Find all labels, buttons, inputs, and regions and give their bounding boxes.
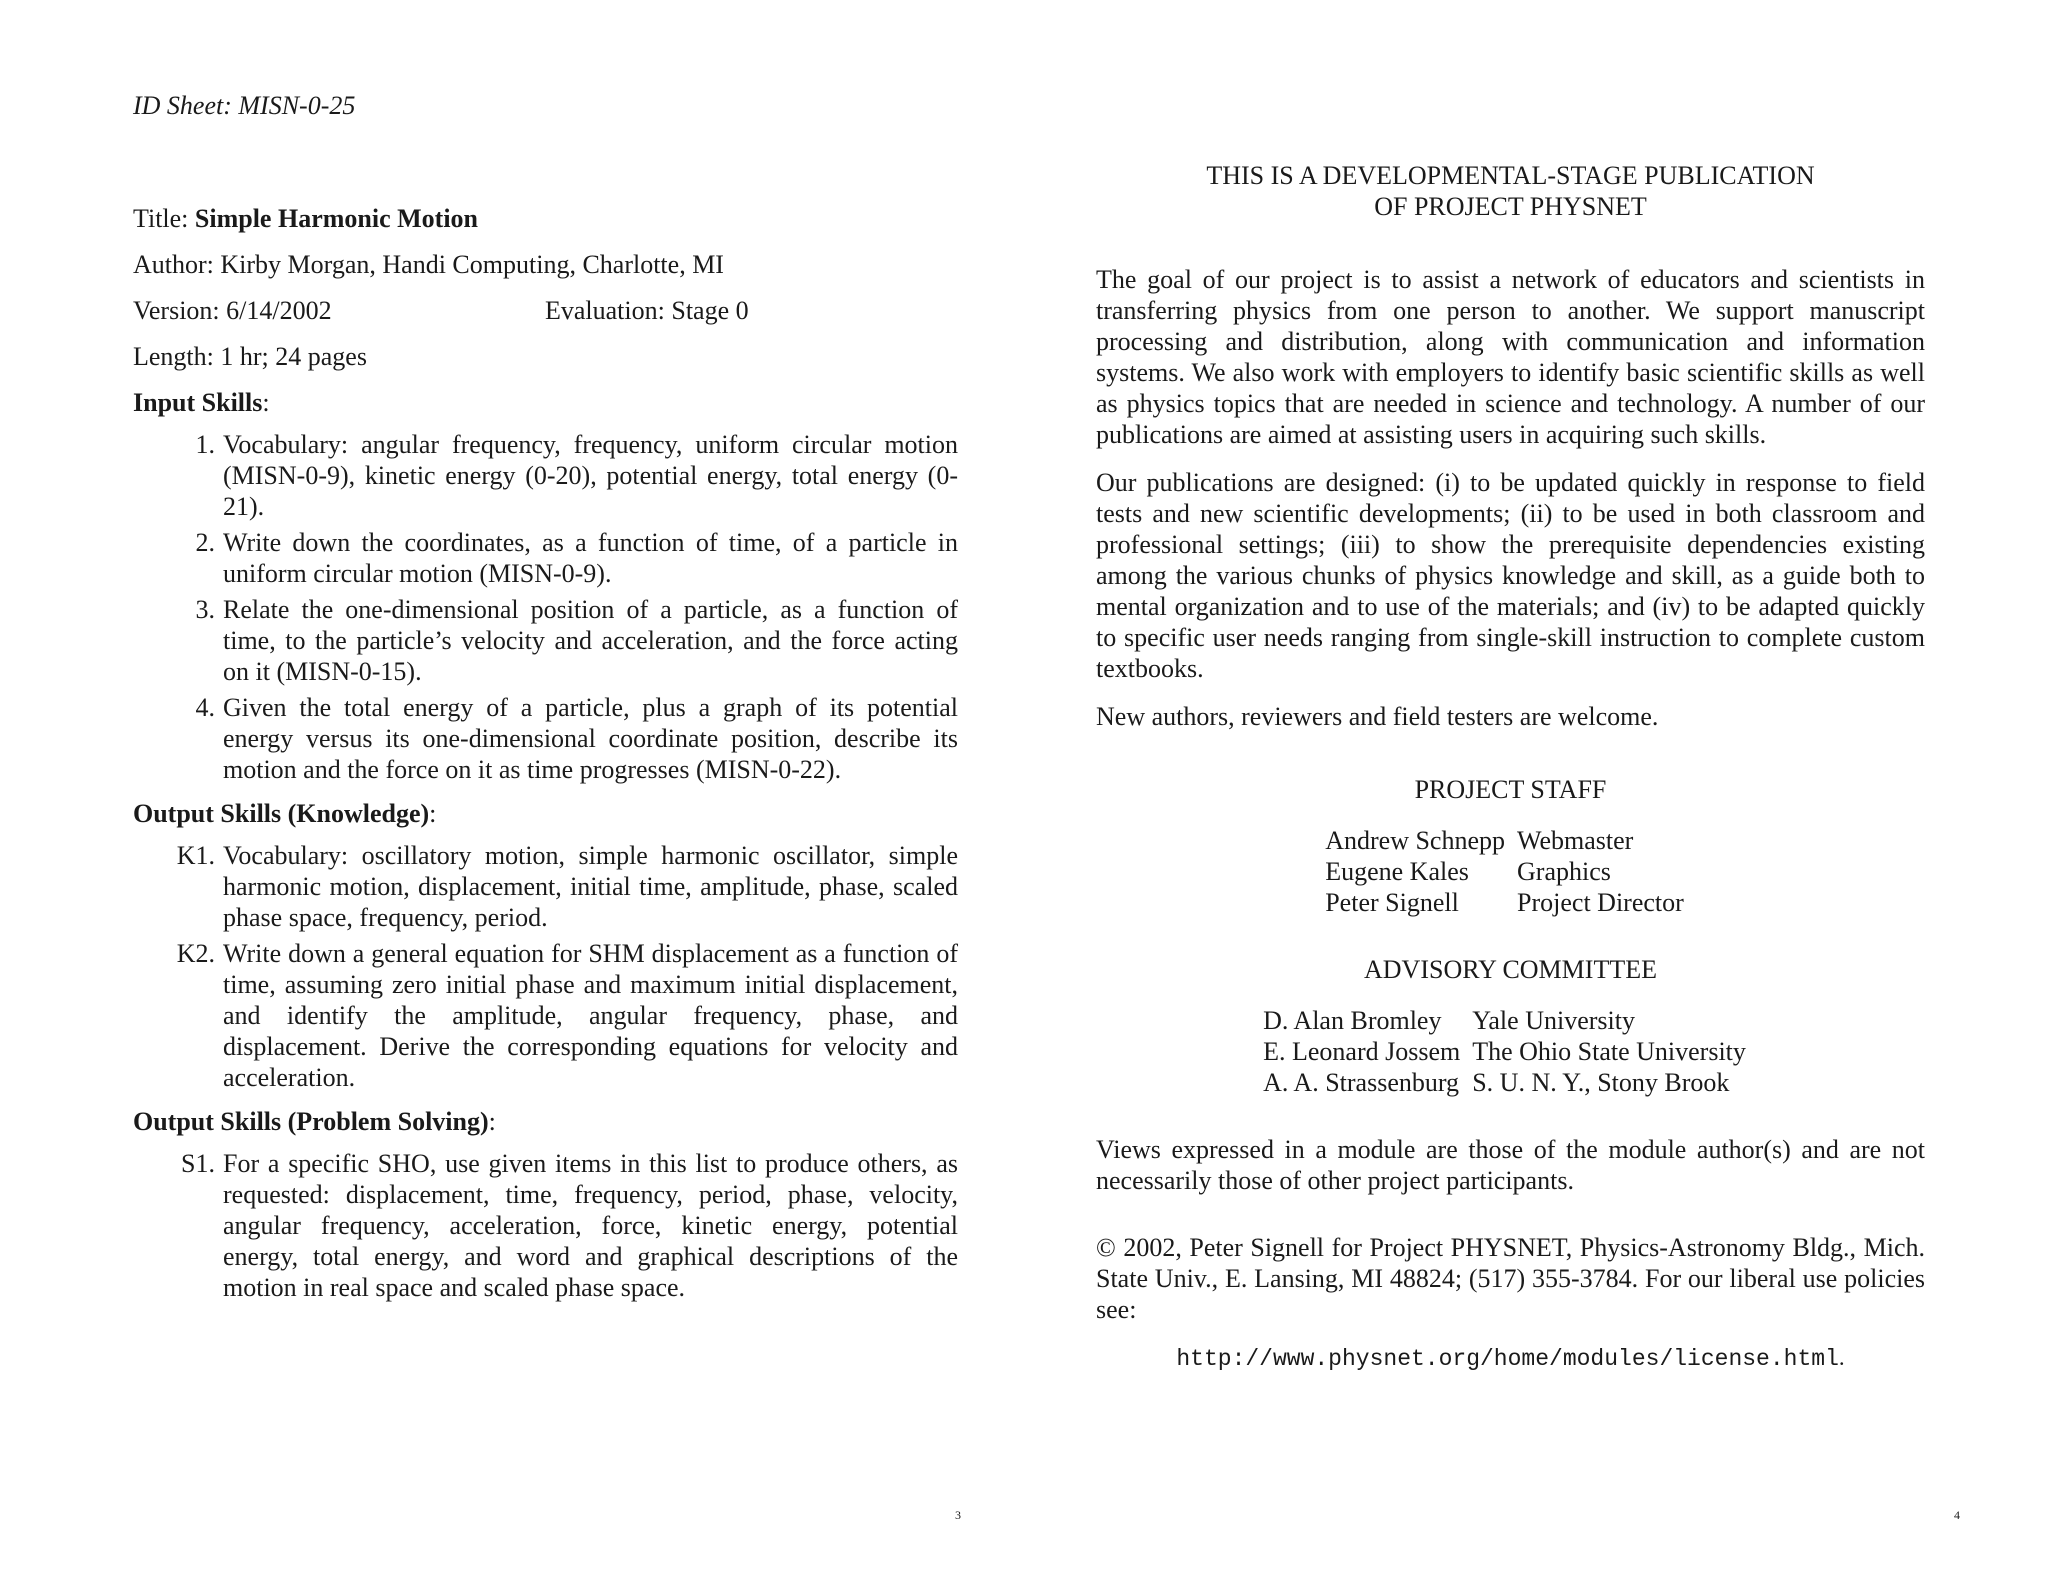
list-item: K1. Vocabulary: oscillatory motion, simple harmonic oscillator, simple harmonic motion, displacement, initial time, amplitude, phase, scaled phase space, frequency, period. [176,841,958,932]
list-item: S1. For a specific SHO, use given items in this list to produce others, as requested: displacement, time, frequency, period, phase, velocity, angular frequency, acceleration, force, kinetic energy, potential energy, total energy, and word and graphical descriptions of the motion in real space and scaled phase space. [181,1149,958,1302]
table-row: A. A. Strassenburg S. U. N. Y., Stony Brook [1263,1068,1730,1097]
table-row: Eugene Kales Graphics [1325,857,1611,886]
knowledge-heading: Output Skills (Knowledge): [133,799,437,828]
table-row: D. Alan Bromley Yale University [1263,1006,1635,1035]
copyright-paragraph: © 2002, Peter Signell for Project PHYSNET, Physics-Astronomy Bldg., Mich. State Univ., E. Lansing, MI 48824; (517) 355-3784. For our liberal use policies see: [1096,1233,1925,1324]
list-item: 3. Relate the one-dimensional position of a particle, as a function of time, to the particle’s velocity and acceleration, and the force acting on it (MISN-0-15). [195,595,958,686]
version-line [133,295,958,326]
design-paragraph: Our publications are designed: (i) to be updated quickly in response to field tests and new scientific developments; (ii) to be used in both classroom and professional settings; (iii) to show the prerequisite dependencies existing among the various chunks of physics knowledge and skill, as a guide both to mental organization and to use of the materials; and (iv) to be adapted quickly to specific user needs ranging from single-skill instruction to complete custom textbooks. [1096,468,1925,683]
page-header: ID Sheet: MISN-0-25 [133,91,356,120]
problem-solving-heading: Output Skills (Problem Solving): [133,1107,496,1136]
right-page [1024,0,2048,1582]
list-item: 4. Given the total energy of a particle, plus a graph of its potential energy versus its one-dimensional coordinate position, describe its motion and the force on it as time progresses (MISN-0-22). [195,693,958,784]
problem-skills-list [133,1148,958,1303]
list-item: K2. Write down a general equation for SHM displacement as a function of time, assuming zero initial phase and maximum initial displacement, and identify the amplitude, angular frequency, phase, and displacement. Derive the corresponding equations for velocity and acceleration. [176,939,958,1092]
table-row: Andrew Schnepp Webmaster [1325,826,1634,855]
author-line: Author: Kirby Morgan, Handi Computing, Charlotte, MI [133,250,724,279]
committee-heading: ADVISORY COMMITTEE [1364,955,1657,984]
input-skills-heading: Input Skills: [133,388,270,417]
staff-table [1325,825,1696,918]
input-skills-list [133,429,958,785]
version: Version: 6/14/2002 [133,296,332,325]
list-item: 2. Write down the coordinates, as a function of time, of a particle in uniform circular motion (MISN-0-9). [195,528,958,588]
welcome-paragraph: New authors, reviewers and field testers are welcome. [1096,702,1659,731]
title-label: Title: [133,204,195,233]
committee-table [1263,1005,1758,1098]
list-item: 1. Vocabulary: angular frequency, frequency, uniform circular motion (MISN-0-9), kinetic energy (0-20), potential energy, total energy (0-21). [195,430,958,521]
views-paragraph: Views expressed in a module are those of the module author(s) and are not necessarily those of other project participants. [1096,1135,1925,1195]
page-number: 3 [955,1508,961,1522]
length-line: Length: 1 hr; 24 pages [133,342,367,371]
knowledge-skills-list [133,840,958,1093]
staff-heading: PROJECT STAFF [1414,775,1607,804]
physnet-info-body [1096,160,1925,1375]
title-line [133,203,958,234]
table-row: E. Leonard Jossem The Ohio State University [1263,1037,1746,1066]
id-sheet-body [133,203,958,1316]
page-number: 4 [1954,1508,1960,1522]
module-title: Simple Harmonic Motion [194,204,478,233]
goal-paragraph: The goal of our project is to assist a network of educators and scientists in transferring physics from one person to another. We support manuscript processing and distribution, along with communication and information systems. We also work with employers to identify basic scientific skills as well as physics topics that are needed in science and technology. A number of our publications are aimed at assisting users in acquiring such skills. [1096,265,1925,449]
license-url[interactable]: http://www.physnet.org/home/modules/license.html. [1176,1345,1845,1372]
table-row: Peter Signell Project Director [1325,888,1684,917]
evaluation: Evaluation: Stage 0 [545,296,749,325]
notice-heading: THIS IS A DEVELOPMENTAL-STAGE PUBLICATION OF PROJECT PHYSNET [1206,161,1815,221]
